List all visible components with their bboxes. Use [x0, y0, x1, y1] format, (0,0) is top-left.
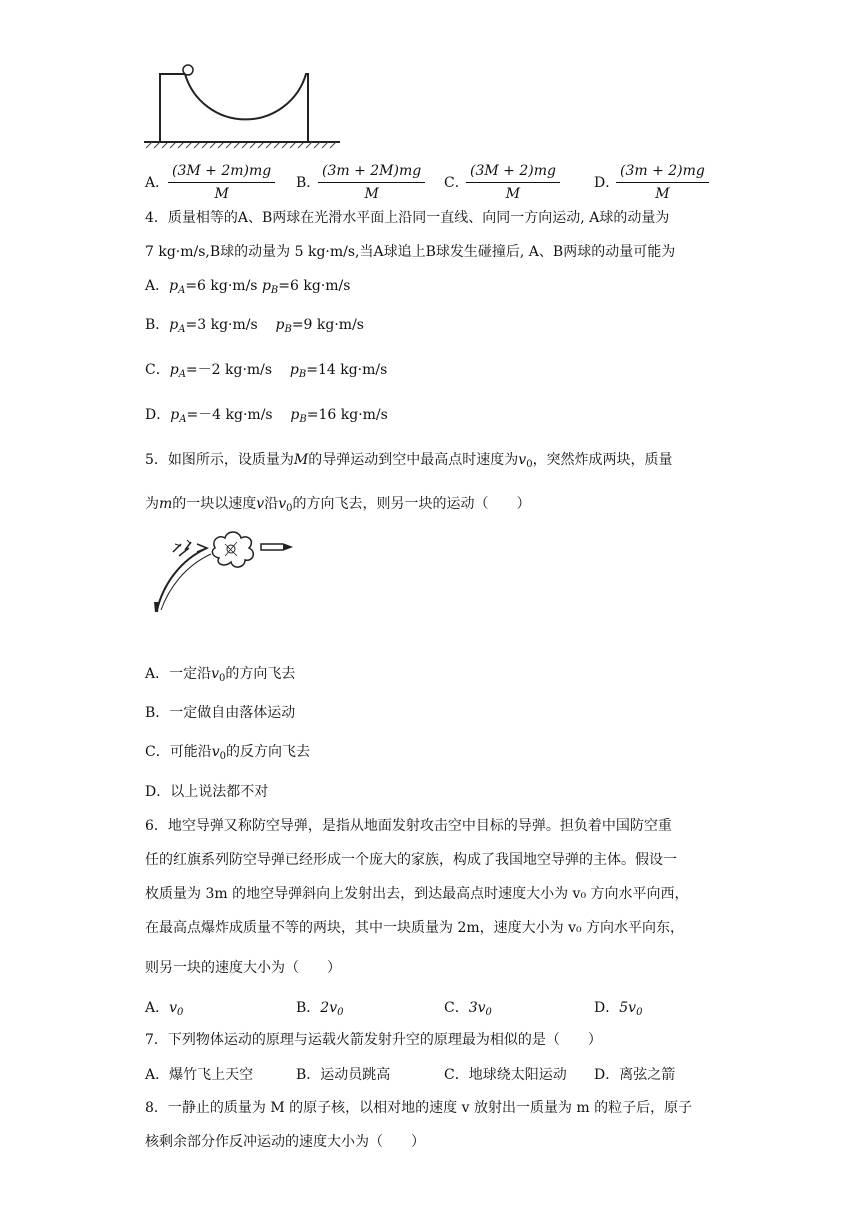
- pa-symbol: p: [169, 278, 179, 294]
- q5-option-c-label: C．: [145, 744, 170, 760]
- q5-option-b-text: 一定做自由落体运动: [169, 705, 296, 721]
- q8-stem-line2: 核剩余部分作反冲运动的速度大小为（ ）: [145, 1134, 425, 1150]
- q3-option-d-numerator: (3m + 2)mg: [616, 160, 709, 183]
- q5-option-a-label: A．: [145, 666, 170, 682]
- q3-option-d-label: D．: [594, 175, 620, 191]
- q5-option-a-text: 一定沿: [169, 666, 212, 682]
- q5-text: 的一块以速度: [172, 496, 257, 512]
- pa-subscript: A: [178, 285, 186, 296]
- q7-option-b-label: B．: [296, 1067, 321, 1083]
- q7-option-c-label: C．: [444, 1067, 469, 1083]
- q5-option-a-text: 的方向飞去: [225, 666, 296, 682]
- pb-subscript: B: [298, 369, 307, 380]
- q6-option-b-text: 2v: [320, 1000, 338, 1016]
- q7-option-c: [444, 1064, 567, 1084]
- missile-explosion-figure: [145, 530, 305, 620]
- q7-option-d-text: 离弦之箭: [619, 1067, 676, 1083]
- q6-option-a-label: A．: [145, 1000, 170, 1016]
- q7-option-b: [296, 1064, 390, 1084]
- pb-symbol: p: [289, 362, 299, 378]
- q3-option-b-denominator: M: [364, 186, 379, 202]
- q5-option-b-label: B．: [145, 705, 170, 721]
- v0-subscript: 0: [636, 1007, 643, 1018]
- q4-option-b-pa: =3 kg·m/s: [185, 317, 258, 333]
- v-symbol: v: [278, 496, 287, 512]
- q6-stem-line2: 任的红旗系列防空导弹已经形成一个庞大的家族，构成了我国地空导弹的主体。假设一: [145, 852, 677, 868]
- v0-subscript: 0: [485, 1007, 492, 1018]
- q6-option-a-text: v: [169, 1000, 178, 1016]
- q4-option-a: [145, 276, 350, 301]
- q3-option-c-fraction: [466, 160, 560, 205]
- q7-option-a-label: A．: [145, 1067, 170, 1083]
- q4-option-b-pb: =9 kg·m/s: [291, 317, 364, 333]
- q3-option-c-numerator: (3M + 2)mg: [466, 160, 560, 183]
- q4-option-d-label: D．: [145, 407, 171, 423]
- pb-subscript: B: [299, 414, 307, 425]
- q5-option-c-text: 可能沿: [169, 744, 212, 760]
- q5-text: 的方向飞去，则另一块的运动（ ）: [292, 496, 531, 512]
- q5-option-a: [145, 664, 295, 689]
- q5-mass-symbol: M: [293, 452, 309, 468]
- pa-symbol: p: [170, 407, 180, 423]
- q7-stem: 7．下列物体运动的原理与运载火箭发射升空的原理最为相似的是（ ）: [145, 1032, 602, 1048]
- q3-option-a-numerator: (3M + 2m)mg: [168, 160, 275, 183]
- q6-option-d-text: 5v: [619, 1000, 637, 1016]
- q7-option-a-text: 爆竹飞上天空: [169, 1067, 254, 1083]
- q5-text: 5．如图所示，设质量为: [145, 452, 294, 468]
- q5-option-c-text: 的反方向飞去: [226, 744, 311, 760]
- q3-option-c-denominator: M: [505, 186, 521, 202]
- q5-stem-line2: [145, 494, 531, 519]
- q5-text: ，突然炸成两块，质量: [532, 452, 673, 468]
- pb-subscript: B: [284, 324, 292, 335]
- q3-option-c-label: C．: [444, 175, 469, 191]
- q5-text: 沿: [264, 496, 279, 512]
- q5-option-d-label: D．: [145, 784, 171, 800]
- q4-option-c-pb: =14 kg·m/s: [306, 362, 388, 378]
- q3-option-d-fraction: [616, 160, 709, 205]
- q4-stem-line2: 7 kg·m/s,B球的动量为 5 kg·m/s,当A球追上B球发生碰撞后, A、B两球的动量可能为: [145, 244, 676, 260]
- v0-subscript: 0: [177, 1007, 184, 1018]
- q5-option-c: [145, 742, 310, 767]
- v0-subscript: 0: [337, 1007, 344, 1018]
- q7-option-b-text: 运动员跳高: [320, 1067, 391, 1083]
- q7-option-a: [145, 1064, 253, 1084]
- pb-symbol: p: [275, 317, 285, 333]
- pa-subscript: A: [178, 324, 186, 335]
- q3-option-b-label: B．: [296, 175, 321, 191]
- q6-option-d: [594, 997, 642, 1018]
- q3-option-a-denominator: M: [214, 186, 229, 202]
- v-symbol: v: [256, 496, 265, 512]
- q4-option-c-label: C．: [145, 362, 170, 378]
- q4-option-a-label: A．: [145, 278, 170, 294]
- q6-option-b: [296, 997, 344, 1018]
- bowl-figure: [140, 62, 350, 152]
- q6-option-b-label: B．: [296, 1000, 321, 1016]
- q5-mass-symbol: m: [159, 496, 173, 512]
- v-symbol: v: [211, 744, 220, 760]
- v-symbol: v: [518, 452, 527, 468]
- pa-symbol: p: [169, 362, 179, 378]
- q3-option-a-fraction: [168, 160, 275, 205]
- q6-option-c-label: C．: [444, 1000, 469, 1016]
- q6-stem-line1: 6．地空导弹又称防空导弹，是指从地面发射攻击空中目标的导弹。担负着中国防空重: [145, 818, 672, 834]
- q4-option-d-pb: =16 kg·m/s: [306, 407, 388, 423]
- q5-text: 为: [145, 496, 159, 512]
- q7-option-d-label: D．: [594, 1067, 620, 1083]
- q4-option-a-pb: =6 kg·m/s: [278, 278, 351, 294]
- pb-subscript: B: [270, 285, 279, 296]
- q3-option-b-fraction: [318, 160, 425, 205]
- q6-stem-line4: 在最高点爆炸成质量不等的两块，其中一块质量为 2m，速度大小为 v₀ 方向水平向东，: [145, 920, 685, 936]
- q5-stem-line1: [145, 450, 673, 475]
- pa-subscript: A: [179, 414, 187, 425]
- q7-option-c-text: 地球绕太阳运动: [468, 1067, 567, 1083]
- q4-option-a-pa: =6 kg·m/s: [185, 278, 258, 294]
- pa-subscript: A: [178, 369, 186, 380]
- q5-option-b: [145, 703, 295, 723]
- q7-option-d: [594, 1064, 675, 1084]
- q6-option-d-label: D．: [594, 1000, 620, 1016]
- q8-stem-line1: 8．一静止的质量为 M 的原子核，以相对地的速度 v 放射出一质量为 m 的粒子后，原子: [145, 1100, 693, 1116]
- q4-option-d: [145, 405, 388, 430]
- pb-symbol: p: [290, 407, 300, 423]
- q4-option-c: [145, 360, 387, 385]
- pb-symbol: p: [261, 278, 271, 294]
- v0-subscript: 0: [286, 503, 293, 514]
- q4-option-b: [145, 315, 364, 340]
- v0-subscript: 0: [219, 673, 226, 684]
- q5-option-d: [145, 782, 268, 802]
- v0-subscript: 0: [219, 751, 227, 762]
- q4-option-c-pa: =－2 kg·m/s: [185, 362, 273, 378]
- q3-option-d-denominator: M: [655, 186, 670, 202]
- q6-stem-line3: 枚质量为 3m 的地空导弹斜向上发射出去，到达最高点时速度大小为 v₀ 方向水平向西，: [145, 886, 689, 902]
- q6-stem-line5: 则另一块的速度大小为（ ）: [145, 960, 341, 976]
- q6-option-c: [444, 997, 492, 1018]
- q3-option-b-numerator: (3m + 2M)mg: [318, 160, 425, 183]
- q5-text: 的导弹运动到空中最高点时速度为: [308, 452, 519, 468]
- q3-option-a-label: A．: [145, 175, 170, 191]
- q4-option-b-label: B．: [145, 317, 170, 333]
- q4-option-d-pa: =－4 kg·m/s: [186, 407, 273, 423]
- v-symbol: v: [211, 666, 220, 682]
- q5-option-d-text: 以上说法都不对: [170, 784, 269, 800]
- v0-subscript: 0: [526, 459, 533, 470]
- q6-option-a: [145, 997, 183, 1018]
- pa-symbol: p: [169, 317, 179, 333]
- q6-option-c-text: 3v: [468, 1000, 486, 1016]
- q4-stem-line1: 4．质量相等的A、B两球在光滑水平面上沿同一直线、向同一方向运动, A球的动量为: [145, 210, 670, 226]
